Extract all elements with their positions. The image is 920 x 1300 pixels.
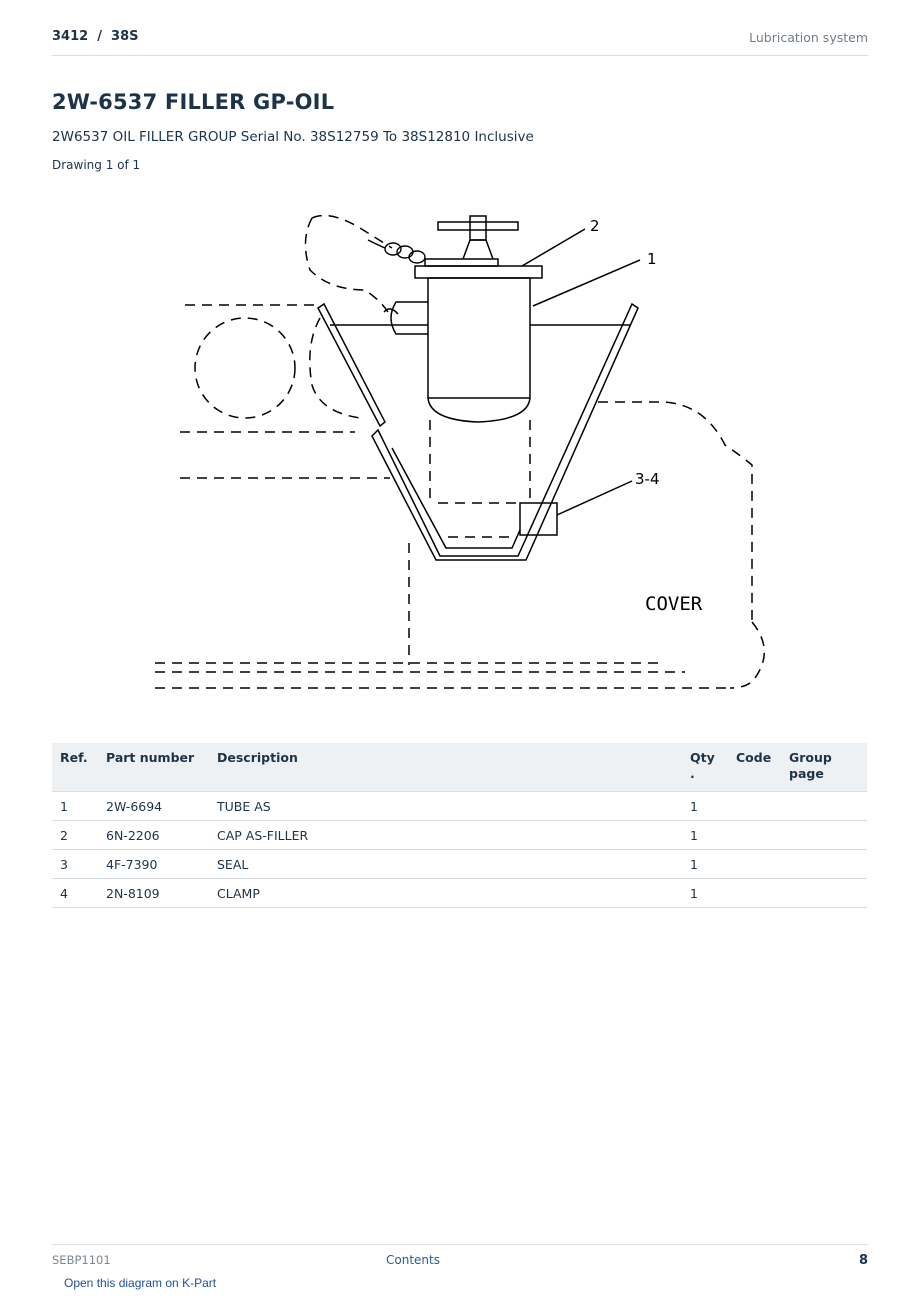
col-code: Code xyxy=(728,743,781,792)
row-part-number: 2W-6694 xyxy=(98,792,209,821)
kpart-link[interactable]: Open this diagram on K-Part xyxy=(64,1276,217,1290)
callout-1: 1 xyxy=(647,250,657,268)
col-group-page: Group page xyxy=(781,743,867,792)
table-row xyxy=(52,792,867,821)
col-qty: Qty . xyxy=(682,743,728,792)
parts-table xyxy=(52,743,867,908)
row-code xyxy=(728,821,781,850)
row-group-page xyxy=(781,821,867,850)
row-ref: 3 xyxy=(52,850,98,879)
row-group-page xyxy=(781,850,867,879)
row-description: CLAMP xyxy=(209,879,682,908)
row-group-page xyxy=(781,879,867,908)
callout-3-4: 3-4 xyxy=(635,470,660,488)
row-qty: 1 xyxy=(682,879,728,908)
row-qty: 1 xyxy=(682,821,728,850)
callout-2: 2 xyxy=(590,217,600,235)
cover-label: COVER xyxy=(645,593,703,615)
row-code xyxy=(728,850,781,879)
row-description: SEAL xyxy=(209,850,682,879)
page-title: 2W-6537 FILLER GP-OIL xyxy=(52,90,335,114)
row-code xyxy=(728,792,781,821)
page-subtitle: 2W6537 OIL FILLER GROUP Serial No. 38S12759 To 38S12810 Inclusive xyxy=(52,129,534,145)
parts-diagram xyxy=(140,205,780,700)
page-header xyxy=(52,28,868,56)
col-ref: Ref. xyxy=(52,743,98,792)
contents-link[interactable]: Contents xyxy=(386,1253,440,1267)
row-qty: 1 xyxy=(682,850,728,879)
row-ref: 1 xyxy=(52,792,98,821)
row-group-page xyxy=(781,792,867,821)
document-id: SEBP1101 xyxy=(52,1253,111,1267)
col-description: Description xyxy=(209,743,682,792)
section-name: Lubrication system xyxy=(749,30,868,45)
row-part-number: 4F-7390 xyxy=(98,850,209,879)
row-part-number: 2N-8109 xyxy=(98,879,209,908)
page-number: 8 xyxy=(858,1253,868,1268)
page-footer xyxy=(52,1244,868,1275)
table-row xyxy=(52,850,867,879)
col-part-number: Part number xyxy=(98,743,209,792)
table-row xyxy=(52,879,867,908)
model-breadcrumb: 3412 / 38S xyxy=(52,29,139,44)
parts-table-header xyxy=(52,743,867,792)
row-description: CAP AS-FILLER xyxy=(209,821,682,850)
row-ref: 4 xyxy=(52,879,98,908)
row-code xyxy=(728,879,781,908)
row-description: TUBE AS xyxy=(209,792,682,821)
drawing-label: Drawing 1 of 1 xyxy=(52,158,141,172)
row-qty: 1 xyxy=(682,792,728,821)
row-part-number: 6N-2206 xyxy=(98,821,209,850)
row-ref: 2 xyxy=(52,821,98,850)
table-row xyxy=(52,821,867,850)
